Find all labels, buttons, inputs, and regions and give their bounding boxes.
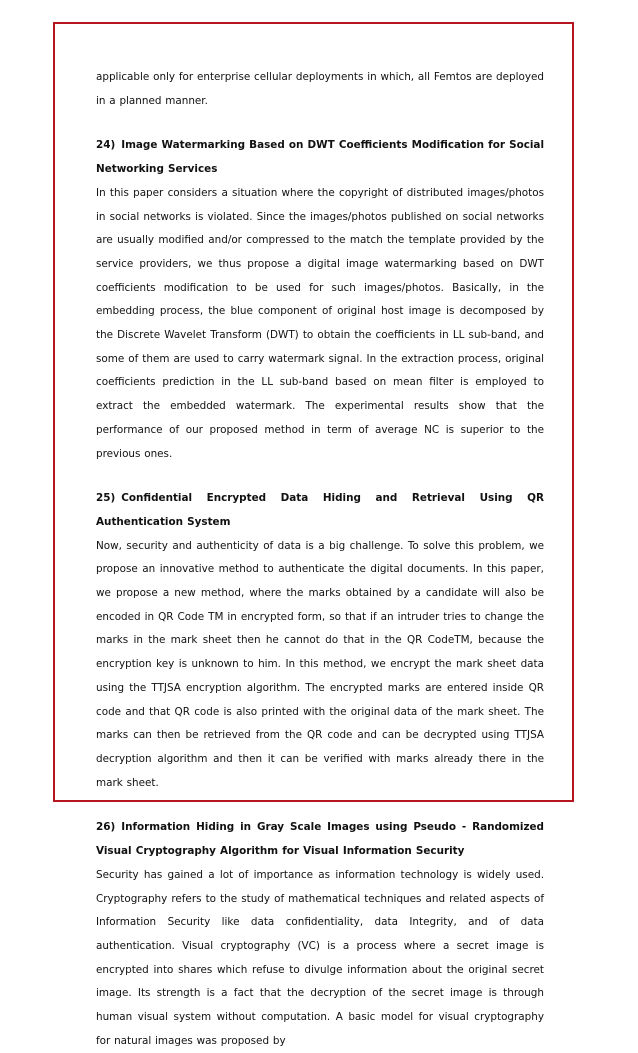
section-spacer	[96, 113, 544, 134]
section-body: Security has gained a lot of importance as information technology is widely used. Cryptography refers to the study of mathematical techniques and related aspects of Information Security like data confidentiality, data Integrity, and of data authentication. Visual cryptography (VC) is a process where a secret image is encrypted into shares which refuse to divulge information about the original secret image. Its strength is a fact that the decryption of the secret image is through human visual system without computation. A basic model for visual cryptography for natural images was proposed by	[96, 868, 544, 1047]
section-heading	[96, 487, 544, 534]
section-number: 24)	[96, 139, 116, 152]
section-spacer	[96, 795, 544, 816]
section-24	[96, 134, 544, 466]
section-25	[96, 487, 544, 795]
document-body	[96, 66, 544, 1053]
section-number: 26)	[96, 821, 116, 834]
section-body: In this paper considers a situation where the copyright of distributed images/photos in social networks is violated. Since the images/photos published on social networks are usually modified and/or compressed to the match the template provided by the service providers, we thus propose a digital image watermarking based on DWT coefficients modification to be used for such images/photos. Basically, in the embedding process, the blue component of original host image is decomposed by the Discrete Wavelet Transform (DWT) to obtain the coefficients in LL sub-band, and some of them are used to carry watermark signal. In the extraction process, original coefficients prediction in the LL sub-band based on mean filter is employed to extract the embedded watermark. The experimental results show that the performance of our proposed method in term of average NC is superior to the previous ones.	[96, 186, 544, 460]
intro-paragraph: applicable only for enterprise cellular deployments in which, all Femtos are deployed in a planned manner.	[96, 71, 544, 107]
section-body: Now, security and authenticity of data is a big challenge. To solve this problem, we propose an innovative method to authenticate the digital documents. In this paper, we propose a new method, where the marks obtained by a candidate will also be encoded in QR Code TM in encrypted form, so that if an intruder tries to change the marks in the mark sheet then he cannot do that in the QR CodeTM, because the encryption key is unknown to him. In this method, we encrypt the mark sheet data using the TTJSA encryption algorithm. The encrypted marks are entered inside QR code and that QR code is also printed with the original data of the mark sheet. The marks can then be retrieved from the QR code and can be decrypted using TTJSA decryption algorithm and then it can be verified with marks already there in the mark sheet.	[96, 539, 544, 789]
section-heading	[96, 816, 544, 863]
section-spacer	[96, 466, 544, 487]
section-number: 25)	[96, 492, 116, 505]
section-heading	[96, 134, 544, 181]
section-title: Image Watermarking Based on DWT Coefficients Modification for Social Networking Services	[96, 139, 544, 176]
section-26	[96, 816, 544, 1053]
section-title: Confidential Encrypted Data Hiding and Retrieval Using QR Authentication System	[96, 492, 544, 528]
section-title: Information Hiding in Gray Scale Images using Pseudo - Randomized Visual Cryptography Algorithm for Visual Information Security	[96, 821, 544, 858]
